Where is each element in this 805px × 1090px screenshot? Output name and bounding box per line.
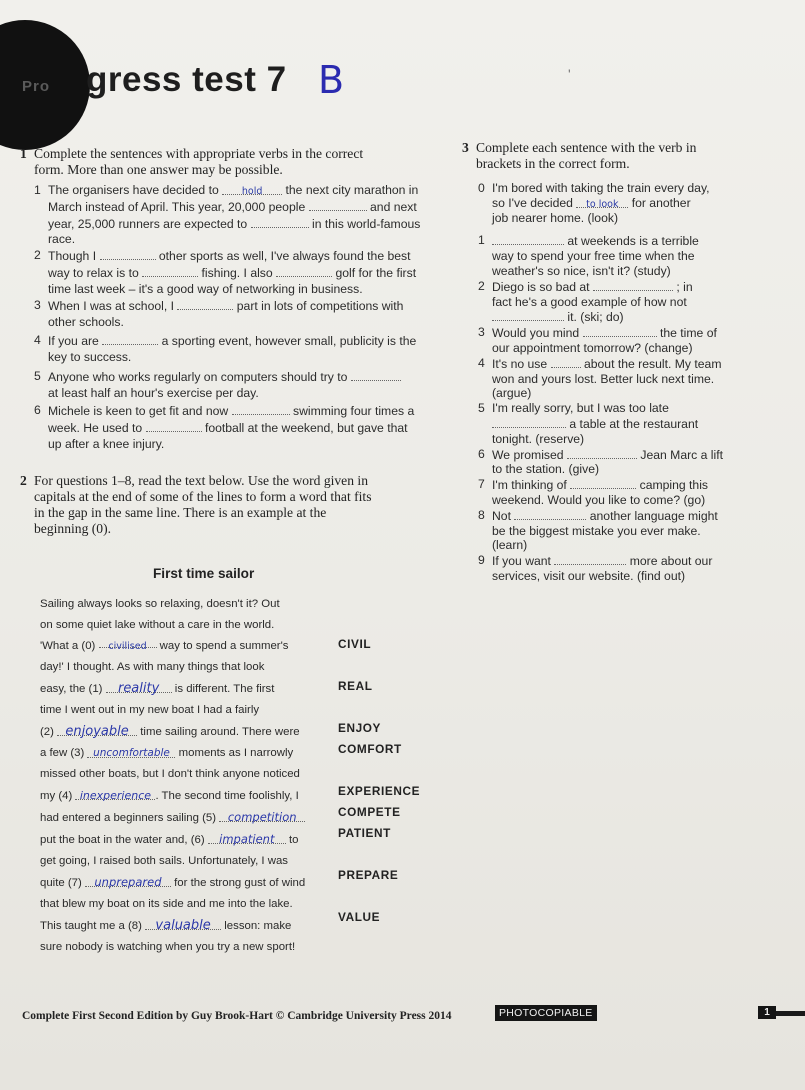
answer-blank-6[interactable] (208, 829, 286, 844)
text: week. He used to (48, 420, 143, 435)
story-line: sure nobody is watching when you try a new sport! (40, 941, 296, 953)
item-number: 8 (478, 507, 485, 522)
text: Would you mind (492, 326, 580, 341)
item-number: 5 (478, 401, 485, 416)
q3-line: tonight. (reserve) (492, 431, 585, 446)
item-number: 7 (478, 477, 485, 492)
capital-word: REAL (338, 679, 373, 693)
text: key to success. (48, 349, 132, 364)
q1-item-4 (34, 333, 448, 366)
item-number: 6 (478, 446, 485, 461)
item-number: 4 (34, 333, 41, 347)
item-number: 4 (478, 355, 485, 370)
capital-word: PREPARE (338, 868, 399, 882)
story-line: time I went out in my new boat I had a fairly (40, 704, 260, 716)
q3-line: services, visit our website. (find out) (492, 568, 686, 583)
text: other sports as well, I've always found the best (158, 249, 411, 263)
answer-blank[interactable] (492, 309, 564, 321)
item-number: 2 (478, 278, 485, 293)
answer-blank[interactable] (251, 216, 309, 228)
q3-number: 3 (462, 140, 469, 155)
text: The organisers have decided to (48, 183, 219, 197)
q3-line (478, 553, 752, 569)
text: so I've decided (492, 195, 573, 210)
text: (2) (40, 726, 58, 738)
answer-blank-5[interactable] (219, 807, 305, 822)
story-line: Sailing always looks so relaxing, doesn't it? Out (40, 598, 280, 610)
text: race. (48, 232, 76, 247)
answer-blank-8[interactable] (145, 915, 221, 933)
q3-line: weather's so nice, isn't it? (study) (492, 263, 671, 278)
answer-blank[interactable] (492, 416, 566, 428)
q1-instruction (20, 146, 434, 178)
item-number: 5 (34, 369, 41, 383)
text: put the boat in the water and, (6) (40, 834, 208, 846)
answer-blank-1[interactable] (106, 678, 172, 696)
q1-number: 1 (20, 146, 27, 161)
answer-blank[interactable] (593, 279, 673, 291)
handwritten-answer: enjoyable (65, 724, 129, 739)
q1-item-1 (34, 183, 448, 248)
q3-line: (argue) (492, 386, 532, 401)
q3-line: be the biggest mistake you ever make. (492, 523, 701, 538)
answer-blank[interactable] (567, 447, 637, 459)
answer-blank[interactable] (142, 265, 198, 277)
story-line (40, 785, 340, 807)
handwritten-version-mark: B (318, 58, 345, 102)
story-line (40, 636, 340, 657)
capital-word: ENJOY (338, 721, 381, 735)
capital-word: COMFORT (338, 742, 402, 756)
q1-instruction-line1: Complete the sentences with appropriate verbs in the correct (34, 146, 364, 161)
item-number: 0 (478, 181, 485, 195)
text: If you are (48, 334, 99, 348)
text: ; in (676, 279, 693, 294)
text: moments as I narrowly (175, 747, 294, 759)
text: Anyone who works regularly on computers should try to (48, 370, 348, 384)
answer-blank[interactable] (102, 333, 158, 345)
q3-line (478, 325, 752, 341)
text: quite (7) (40, 877, 85, 889)
item-number: 3 (34, 298, 41, 312)
copyright-credit: Complete First Second Edition by Guy Brook-Hart © Cambridge University Press 2014 (22, 1010, 452, 1022)
item-number: 2 (34, 248, 41, 262)
q3-line (478, 507, 752, 524)
text: more about our (629, 554, 713, 569)
q3-line: fact he's a good example of how not (492, 294, 687, 309)
q3-line: to the station. (give) (492, 462, 600, 477)
text: Though I (48, 249, 97, 263)
q3-line (492, 196, 752, 211)
answer-blank[interactable] (554, 553, 626, 565)
text: a few (3) (40, 747, 88, 759)
answer-blank-7[interactable] (85, 872, 171, 887)
text: Not (492, 508, 511, 523)
answer-blank[interactable] (100, 248, 156, 260)
story-line: missed other boats, but I don't think anyone noticed (40, 768, 300, 780)
text: I'm bored with taking the train every day, (492, 181, 710, 195)
text: and next (370, 199, 417, 214)
handwritten-answer: impatient (219, 832, 275, 846)
text: way to spend a summer's (156, 640, 289, 652)
example-answer: to look (586, 198, 619, 210)
text: the next city marathon in (285, 183, 419, 197)
text: Diego is so bad at (492, 279, 590, 294)
example-answer: civilised (108, 641, 147, 652)
story-line: get going, I raised both sails. Unfortunately, I was (40, 855, 288, 867)
text: another language might (589, 508, 718, 523)
text: Michele is keen to get fit and now (48, 404, 229, 418)
story-line (40, 743, 340, 764)
q3-line (492, 416, 752, 432)
text: my (4) (40, 790, 76, 802)
text: I'm really sorry, but I was too late (492, 401, 669, 416)
text: had entered a beginners sailing (5) (40, 812, 220, 824)
story-line: that blew my boat on its side and me into the lake. (40, 898, 293, 910)
answer-blank[interactable] (276, 265, 332, 277)
story-line (40, 915, 340, 937)
text: fishing. I also (201, 265, 273, 280)
text: Jean Marc a lift (640, 447, 723, 462)
story-line (40, 721, 340, 743)
q1-instruction-line2: form. More than one answer may be possible. (34, 162, 283, 177)
answer-blank[interactable] (232, 403, 290, 415)
capital-word: COMPETE (338, 805, 401, 819)
q2-instruction-line1: For questions 1–8, read the text below. Use the word given in (34, 473, 368, 488)
capital-word: VALUE (338, 910, 381, 924)
text: other schools. (48, 314, 124, 329)
text: a table at the restaurant (569, 416, 699, 431)
story-line (40, 678, 340, 700)
photocopiable-badge: PHOTOCOPIABLE (495, 1005, 597, 1021)
text: I'm thinking of (492, 478, 567, 493)
answer-blank[interactable] (551, 356, 581, 368)
text: easy, the (1) (40, 683, 106, 695)
answer-blank[interactable] (583, 325, 657, 337)
text: about the result. My team (583, 356, 722, 371)
story-line (40, 829, 340, 851)
text: time sailing around. There were (137, 726, 300, 738)
q3-line: our appointment tomorrow? (change) (492, 340, 693, 355)
text: time last week – it's a good way of networking in business. (48, 281, 363, 296)
text: We promised (492, 447, 564, 462)
capital-word: EXPERIENCE (338, 784, 421, 798)
text: football at the weekend, but gave that (204, 420, 408, 435)
answer-blank[interactable] (177, 298, 233, 310)
q3-items (478, 181, 752, 584)
handwritten-answer: unprepared (94, 875, 162, 889)
text: year, 25,000 runners are expected to (48, 216, 248, 231)
answer-blank[interactable] (492, 233, 564, 245)
q3-line: way to spend your free time when the (492, 249, 695, 264)
item-number: 1 (34, 183, 41, 197)
q3-instruction-line1: Complete each sentence with the verb in (476, 140, 697, 155)
answer-blank-3[interactable] (87, 743, 175, 758)
answer-blank[interactable] (146, 420, 202, 432)
story-line (40, 872, 340, 894)
q2-number: 2 (20, 473, 27, 488)
text: a sporting event, however small, publicity is the (161, 334, 417, 348)
text: to (285, 834, 299, 846)
q3-line (478, 278, 752, 295)
text: 'What a (0) (40, 640, 99, 652)
text: way to relax is to (48, 265, 139, 280)
text: is different. The first (171, 683, 275, 695)
q3-line (478, 446, 752, 463)
text: camping this (639, 478, 709, 493)
q2-instruction (20, 473, 454, 537)
text: up after a knee injury. (48, 436, 165, 451)
item-number: 1 (478, 233, 485, 248)
answer-blank-4[interactable] (75, 785, 155, 800)
text: . The second time foolishly, I (155, 790, 299, 802)
text: for another (631, 195, 691, 210)
item-number: 6 (34, 403, 41, 417)
q3-instruction (462, 140, 776, 172)
q1-item-6 (34, 403, 448, 452)
q2-instruction-line4: beginning (0). (34, 521, 112, 536)
handwritten-answer: inexperience (79, 789, 152, 802)
text: March instead of April. This year, 20,000 people (48, 199, 306, 214)
story-text (40, 594, 340, 958)
answer-blank[interactable] (570, 477, 636, 489)
story-title: First time sailor (153, 566, 255, 581)
answer-blank-2[interactable] (57, 721, 137, 739)
q1-item-5 (34, 369, 448, 402)
q1-item-2 (34, 248, 448, 297)
story-line: on some quiet lake without a care in the world. (40, 619, 275, 631)
story-line (40, 807, 340, 829)
q3-line (478, 401, 752, 416)
capital-word: PATIENT (338, 826, 391, 840)
q2-instruction-line3: in the gap in the same line. There is an example at the (34, 505, 327, 520)
text: This taught me a (8) (40, 920, 146, 932)
q3-line: job nearer home. (look) (492, 210, 618, 225)
text: at weekends is a terrible (567, 234, 699, 249)
page-title: gress test 7 (86, 60, 287, 99)
q3-line (492, 309, 752, 325)
q2-instruction-line2: capitals at the end of some of the lines to form a word that fits (34, 489, 372, 504)
title-prefix: Pro (22, 78, 51, 95)
q3-line (478, 477, 752, 493)
q3-line: weekend. Would you like to come? (go) (492, 492, 706, 507)
handwritten-answer: reality (117, 681, 160, 696)
q3-line (478, 355, 752, 372)
answer-blank[interactable] (222, 183, 282, 195)
handwritten-answer: valuable (155, 918, 211, 933)
q3-instruction-line2: brackets in the correct form. (476, 156, 630, 171)
q3-line: won and yours lost. Better luck next time. (492, 371, 715, 386)
text: the time of (659, 326, 717, 341)
text: at least half an hour's exercise per day. (48, 385, 259, 400)
answer-blank[interactable] (351, 369, 401, 381)
text: If you want (492, 554, 551, 569)
item-number: 3 (478, 325, 485, 340)
answer-blank[interactable] (309, 199, 367, 211)
text: swimming four times a (293, 404, 415, 418)
item-number: 9 (478, 553, 485, 568)
answer-blank[interactable] (576, 196, 628, 208)
text: golf for the first (335, 265, 417, 280)
text: When I was at school, I (48, 299, 174, 313)
page-bar-decoration (776, 1011, 805, 1016)
capital-word: CIVIL (338, 637, 372, 651)
text: lesson: make (221, 920, 292, 932)
q3-line (478, 233, 752, 249)
handwritten-answer: uncomfortable (93, 747, 170, 759)
handwritten-answer: competition (227, 810, 297, 824)
page-number: 1 (758, 1006, 776, 1019)
text: It's no use (492, 356, 548, 371)
text: for the strong gust of wind (170, 877, 306, 889)
text: in this world-famous (311, 216, 421, 231)
handwritten-answer: hold (241, 186, 263, 197)
text: it. (ski; do) (567, 310, 624, 325)
story-line: day!' I thought. As with many things that look (40, 661, 265, 673)
q1-item-3 (34, 298, 448, 331)
stray-mark: ' (568, 66, 571, 82)
text: part in lots of competitions with (236, 299, 404, 313)
answer-blank[interactable] (514, 508, 586, 520)
answer-blank-0[interactable] (99, 636, 157, 652)
q3-line (478, 181, 752, 196)
q3-line: (learn) (492, 538, 528, 553)
